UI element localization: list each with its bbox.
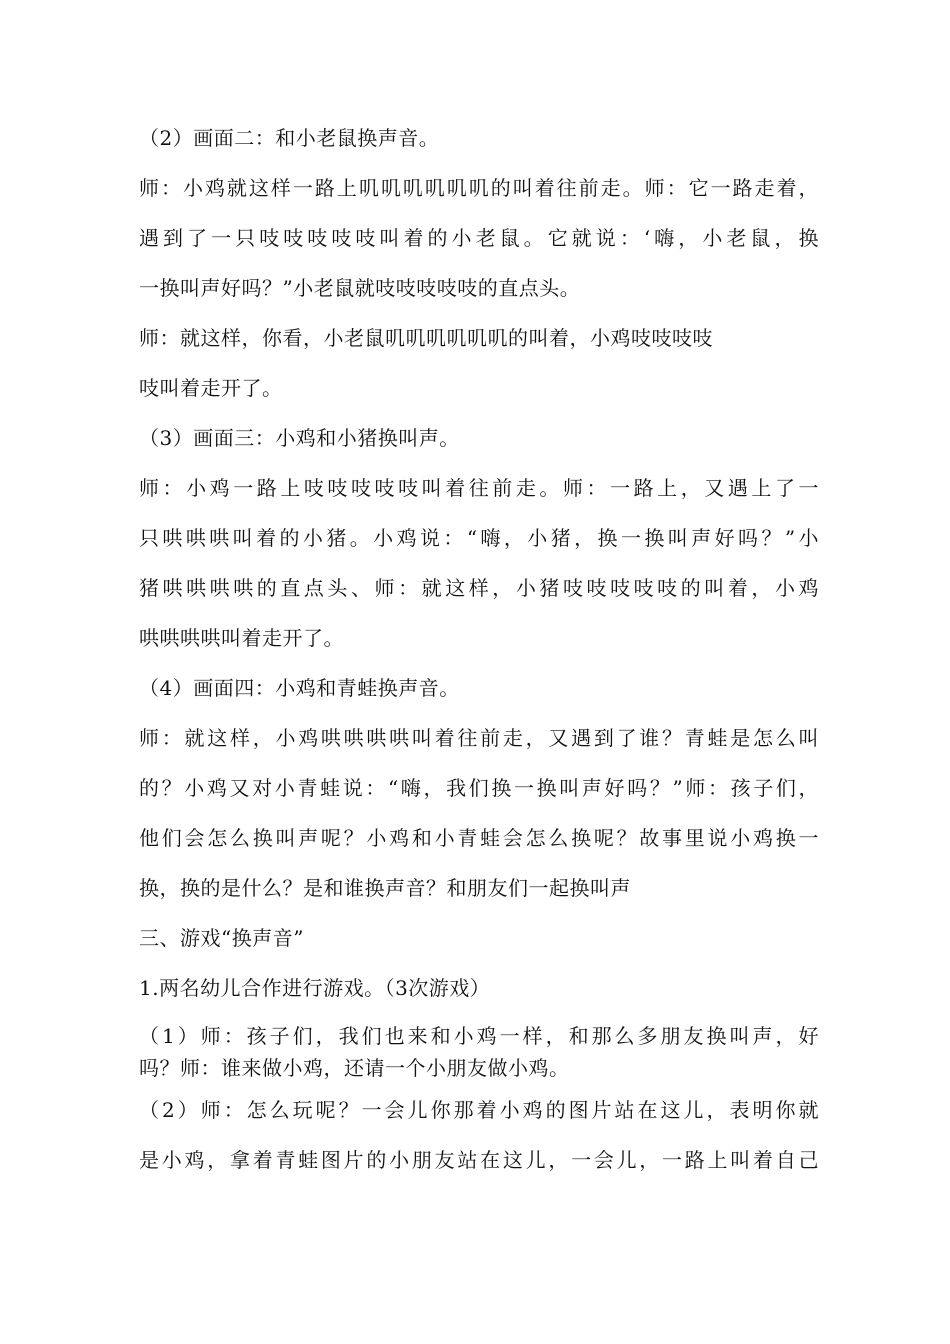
paragraph-line: 猪哄哄哄哄的直点头、师：就这样，小猪吱吱吱吱吱的叫着，小鸡 bbox=[139, 576, 819, 600]
paragraph-line: 师：就这样，小鸡哄哄哄哄叫着往前走，又遇到了谁？青蛙是怎么叫 bbox=[139, 726, 819, 750]
section-heading-scene-4: （4）画面四：小鸡和青蛙换声音。 bbox=[139, 676, 460, 700]
paragraph-line: 师：就这样，你看，小老鼠叽叽叽叽叽叽的叫着，小鸡吱吱吱吱 bbox=[139, 326, 713, 350]
paragraph-line: 吱叫着走开了。 bbox=[139, 376, 283, 400]
paragraph-line: 哄哄哄哄叫着走开了。 bbox=[139, 626, 344, 650]
paragraph-line: 吗？师：谁来做小鸡，还请一个小朋友做小鸡。 bbox=[139, 1056, 570, 1080]
paragraph-line: （1）师：孩子们，我们也来和小鸡一样，和那么多朋友换叫声，好 bbox=[139, 1024, 819, 1048]
paragraph-line: 的？小鸡又对小青蛙说：“嗨，我们换一换叫声好吗？”师：孩子们， bbox=[139, 776, 819, 800]
paragraph-line: （2）师：怎么玩呢？一会儿你那着小鸡的图片站在这儿，表明你就 bbox=[139, 1098, 819, 1122]
section-heading-scene-2: （2）画面二：和小老鼠换声音。 bbox=[139, 126, 440, 150]
paragraph-line: 师：小鸡就这样一路上叽叽叽叽叽叽的叫着往前走。师：它一路走着， bbox=[139, 176, 819, 200]
paragraph-line: 只哄哄哄叫着的小猪。小鸡说：“嗨，小猪，换一换叫声好吗？”小 bbox=[139, 526, 819, 550]
subsection-heading: 1.两名幼儿合作进行游戏。（3次游戏） bbox=[139, 976, 491, 1000]
paragraph-line: 师：小鸡一路上吱吱吱吱吱叫着往前走。师：一路上，又遇上了一 bbox=[139, 476, 819, 500]
paragraph-line: 是小鸡，拿着青蛙图片的小朋友站在这儿，一会儿，一路上叫着自己 bbox=[139, 1148, 819, 1172]
paragraph-line: 他们会怎么换叫声呢？小鸡和小青蛙会怎么换呢？故事里说小鸡换一 bbox=[139, 826, 819, 850]
paragraph-line: 一换叫声好吗？”小老鼠就吱吱吱吱吱的直点头。 bbox=[139, 276, 581, 300]
paragraph-line: 换，换的是什么？是和谁换声音？和朋友们一起换叫声 bbox=[139, 876, 631, 900]
section-heading-scene-3: （3）画面三：小鸡和小猪换叫声。 bbox=[139, 426, 460, 450]
section-heading-game: 三、游戏“换声音” bbox=[139, 926, 304, 950]
paragraph-line: 遇到了一只吱吱吱吱吱叫着的小老鼠。它就说：‘嗨，小老鼠，换 bbox=[139, 226, 819, 250]
